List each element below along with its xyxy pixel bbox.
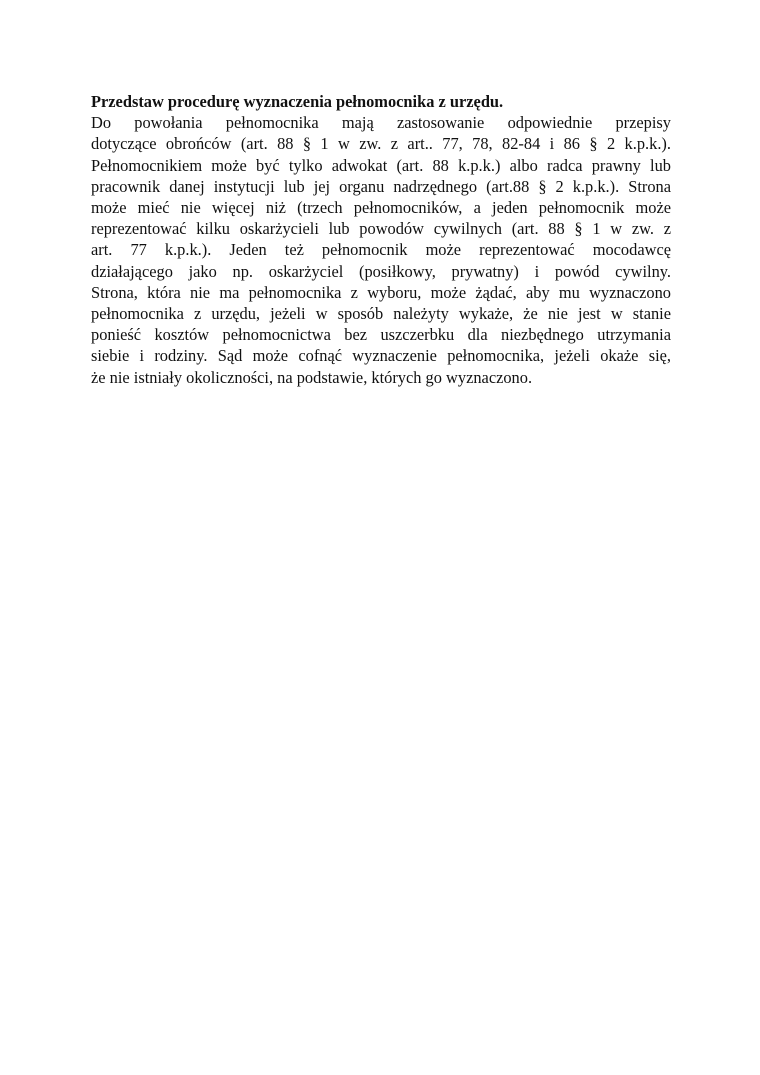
document-title: Przedstaw procedurę wyznaczenia pełnomocnika z urzędu.: [91, 92, 504, 111]
body-line: art. 77 k.p.k.). Jeden też pełnomocnik może reprezentować mocodawcę: [91, 240, 671, 260]
body-line: dotyczące obrońców (art. 88 § 1 w zw. z art.. 77, 78, 82-84 i 86 § 2 k.p.k.).: [91, 134, 671, 154]
body-line: siebie i rodziny. Sąd może cofnąć wyznaczenie pełnomocnika, jeżeli okaże się,: [91, 346, 671, 366]
body-line: pracownik danej instytucji lub jej organu nadrzędnego (art.88 § 2 k.p.k.). Strona: [91, 176, 671, 196]
body-line: Pełnomocnikiem może być tylko adwokat (art. 88 k.p.k.) albo radca prawny lub: [91, 155, 671, 175]
body-line: Strona, która nie ma pełnomocnika z wyboru, może żądać, aby mu wyznaczono: [91, 282, 671, 302]
body-line: może mieć nie więcej niż (trzech pełnomocników, a jeden pełnomocnik może: [91, 198, 671, 218]
document-body: [91, 112, 671, 388]
body-line: ponieść kosztów pełnomocnictwa bez uszczerbku dla niezbędnego utrzymania: [91, 325, 671, 345]
body-line: Do powołania pełnomocnika mają zastosowanie odpowiednie przepisy: [91, 113, 671, 133]
body-line: pełnomocnika z urzędu, jeżeli w sposób należyty wykaże, że nie jest w stanie: [91, 304, 671, 324]
document-content: [91, 91, 671, 388]
body-line: reprezentować kilku oskarżycieli lub powodów cywilnych (art. 88 § 1 w zw. z: [91, 219, 671, 239]
body-line: że nie istniały okoliczności, na podstawie, których go wyznaczono.: [91, 367, 533, 387]
body-line: działającego jako np. oskarżyciel (posiłkowy, prywatny) i powód cywilny.: [91, 261, 671, 281]
